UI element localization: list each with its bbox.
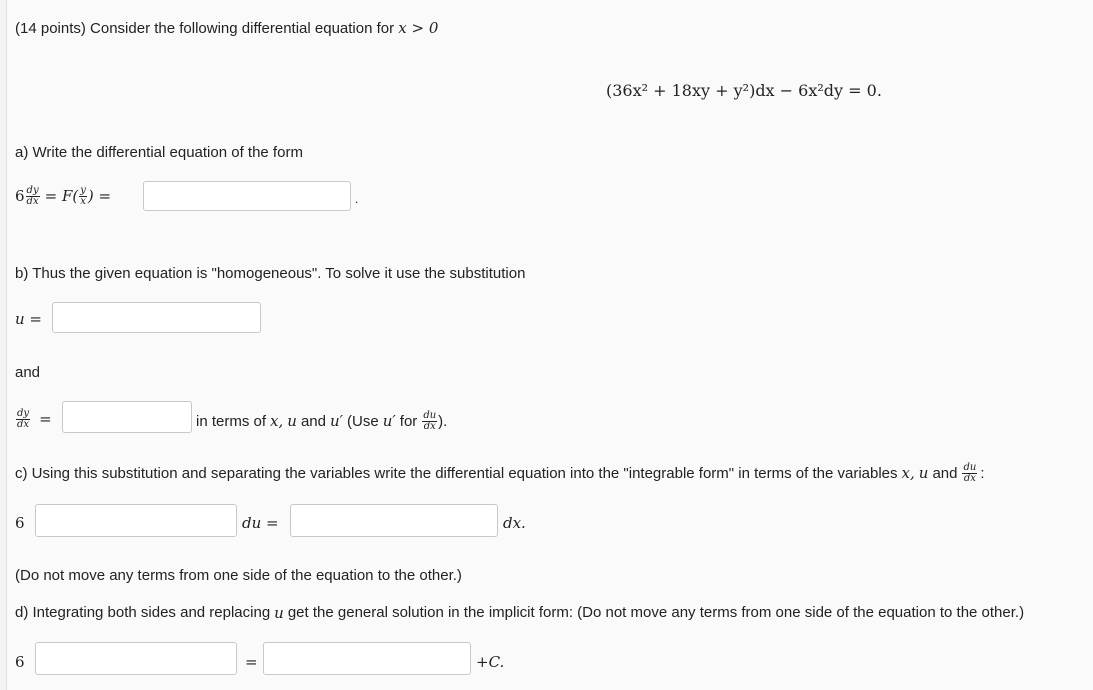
part-a-dydx-num: dy [26, 184, 39, 196]
part-a-dydx-den: dx [26, 195, 39, 207]
part-b-text: b) Thus the given equation is "homogeneous". To solve it use the substitution [15, 265, 526, 282]
part-a-end: ) = [87, 187, 112, 205]
part-c-dudx [962, 463, 977, 484]
part-d-constant: +C. [476, 653, 505, 671]
part-c-prefix: c) Using this substitution and separating the variables write the differential equation into the "integrable form" in terms of the variables [15, 464, 898, 482]
part-c-text [15, 460, 984, 486]
note-text: (Do not move any terms from one side of the equation to the other.) [15, 567, 462, 584]
terms-uprime2: u′ [382, 412, 396, 430]
terms-use: (Use [347, 412, 379, 430]
u-substitution-input[interactable] [52, 302, 261, 333]
part-d-var-u: u [274, 604, 284, 622]
part-a-answer-input[interactable] [143, 181, 351, 211]
part-c-colon: : [980, 464, 985, 482]
terms-close: ). [438, 412, 448, 430]
condition-math: x > 0 [398, 19, 439, 37]
part-b-dydx-num: dy [17, 407, 30, 419]
dydx-input[interactable] [62, 401, 192, 433]
main-equation: (36x² + 18xy + y²)dx − 6x²dy = 0. [606, 81, 882, 100]
part-d-right-input[interactable] [263, 642, 471, 675]
part-a-yx-den: x [80, 195, 86, 207]
part-c-right-input[interactable] [290, 504, 498, 537]
terms-uprime: u′ [329, 412, 344, 430]
terms-and: and [300, 412, 326, 430]
part-d-text [15, 604, 1024, 622]
part-b-eq-sign: = [39, 410, 52, 428]
part-c-var-x: x, [901, 464, 915, 482]
part-c-var-u: u [918, 464, 929, 482]
part-a-yx [79, 186, 87, 207]
part-a-form [15, 183, 111, 209]
part-d-prefix: d) Integrating both sides and replacing [15, 604, 271, 621]
terms-du-num: du [423, 409, 437, 421]
part-a-coef: 6 [15, 187, 25, 205]
problem-panel [6, 0, 1093, 690]
part-d-eq-sign: = [245, 653, 258, 671]
terms-x: x, [270, 412, 284, 430]
terms-for: for [399, 412, 418, 430]
part-a-trailing: . [355, 192, 359, 206]
part-c-du-den: dx [963, 472, 976, 484]
terms-du-den: dx [423, 420, 436, 432]
problem-intro-text: (14 points) Consider the following differential equation for [15, 20, 395, 37]
part-a-text: a) Write the differential equation of the form [15, 144, 303, 161]
part-b-dydx-frac [16, 409, 30, 430]
part-d-coef: 6 [15, 653, 25, 671]
part-c-dx-label: dx. [503, 514, 526, 532]
part-a-dydx [26, 186, 40, 207]
part-b-dydx-den: dx [17, 418, 30, 430]
part-b-terms [196, 408, 447, 434]
part-a-yx-num: y [80, 184, 86, 196]
part-d-left-input[interactable] [35, 642, 237, 675]
and-text: and [15, 364, 41, 381]
part-c-left-input[interactable] [35, 504, 237, 537]
part-a-mid: = F( [44, 187, 79, 205]
terms-dudx [422, 411, 437, 432]
part-b-dydx [15, 404, 52, 434]
u-label: u = [15, 310, 42, 328]
part-c-coef: 6 [15, 514, 25, 532]
part-c-du-num: du [963, 461, 977, 473]
part-d-suffix: get the general solution in the implicit form: (Do not move any terms from one side of the equation to the other.) [287, 604, 1025, 621]
problem-intro [15, 19, 438, 37]
terms-u: u [287, 412, 297, 430]
terms-prefix: in terms of [196, 412, 267, 430]
part-c-and: and [932, 464, 958, 482]
part-c-du-label: du = [242, 514, 279, 532]
